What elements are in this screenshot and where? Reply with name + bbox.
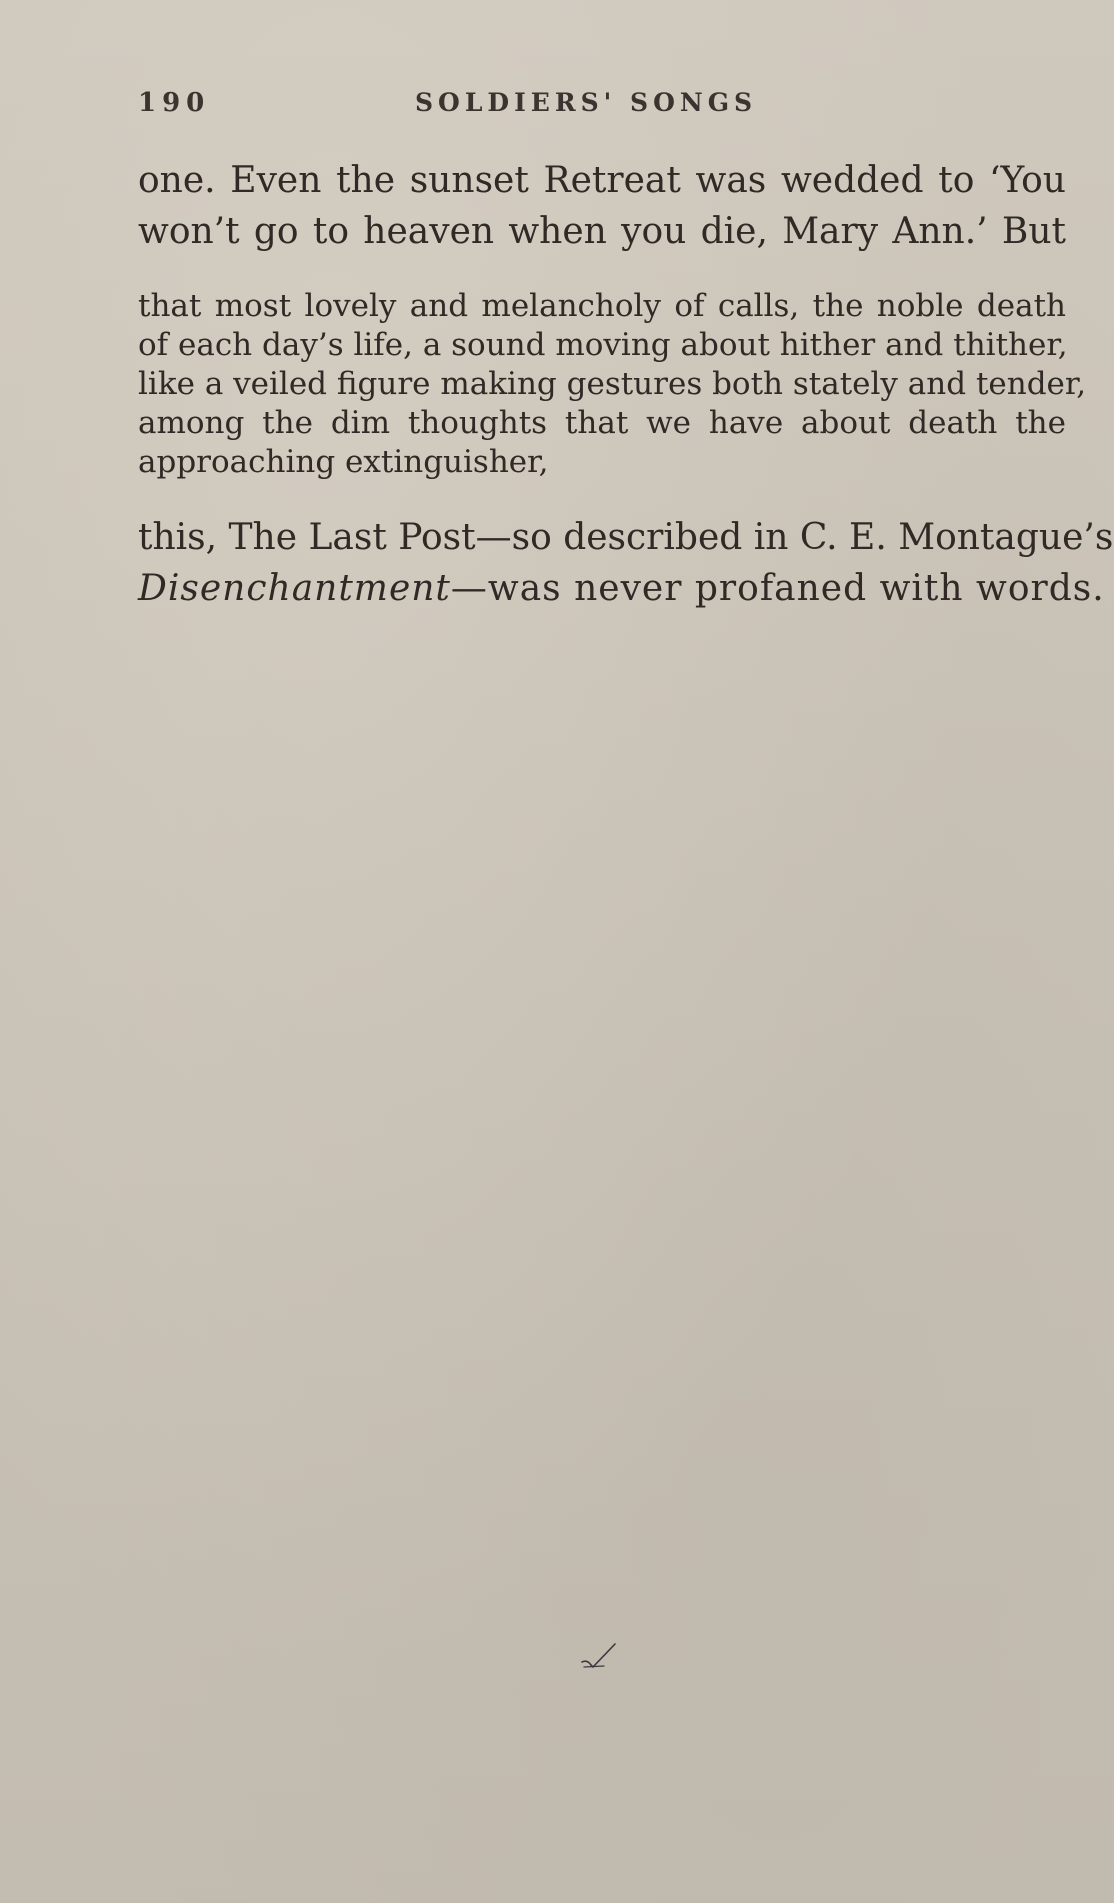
paragraph-retreat [138,155,1066,257]
paragraph-last-post [138,512,1114,614]
quote-line: approaching extinguisher, [138,444,549,480]
text-line: won’t go to heaven when you die, Mary Ann.’ But [138,211,1066,252]
text-line: this, The Last Post—so described in C. E. Montague’s [138,517,1114,558]
text-line [138,563,1105,614]
text-line-rest: —was never profaned with words. [450,568,1105,609]
pencil-tick-mark-icon [580,1640,620,1670]
block-quote [138,287,1087,482]
quote-line: that most lovely and melancholy of calls, the noble death [138,288,1066,324]
quote-line: of each day’s life, a sound moving about hither and thither, [138,327,1068,363]
page-number: 190 [138,88,211,118]
body-text [138,155,1114,614]
running-head [138,88,978,128]
quote-line: like a veiled figure making gestures both stately and tender, [138,366,1087,402]
text-line: one. Even the sunset Retreat was wedded to ‘You [138,160,1066,201]
book-title-italic: Disenchantment [138,568,451,609]
quote-line: among the dim thoughts that we have about death the [138,405,1066,441]
running-title: SOLDIERS' SONGS [415,88,758,117]
